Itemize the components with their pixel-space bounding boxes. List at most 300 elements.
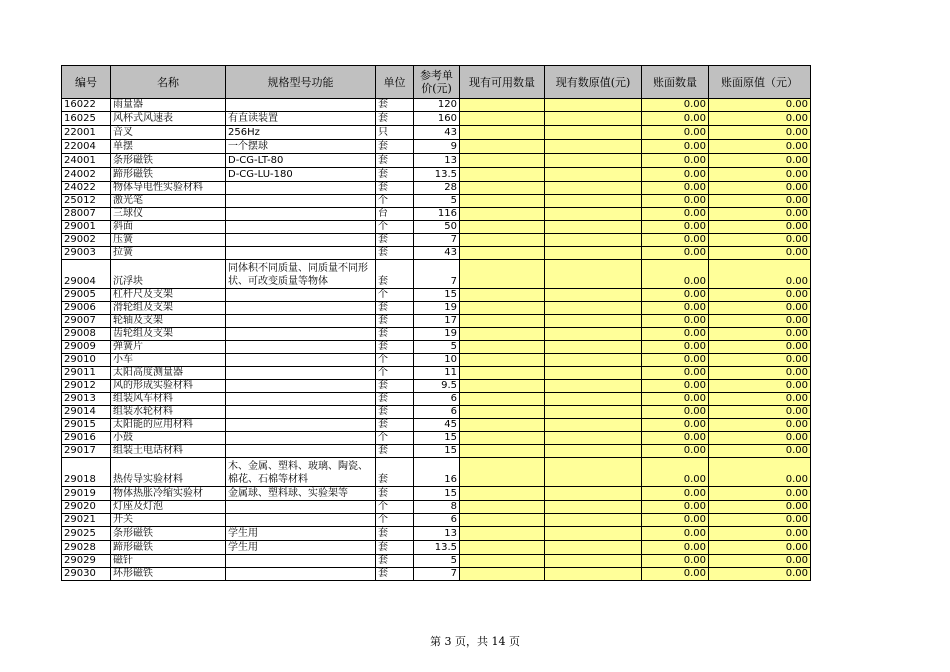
cell-unit: 套 xyxy=(376,419,414,432)
header-ref-price-line1: 参考单 xyxy=(420,69,453,82)
cell-original-value[interactable] xyxy=(545,514,642,527)
cell-name: 小鼓 xyxy=(111,432,226,445)
table-row xyxy=(62,126,811,140)
cell-ref-price: 160 xyxy=(414,112,460,126)
table-row xyxy=(62,541,811,555)
cell-code: 24022 xyxy=(62,182,111,195)
cell-name: 三球仪 xyxy=(111,208,226,221)
cell-spec: 木、金属、塑料、玻璃、陶瓷、棉花、石棉等材料 xyxy=(226,458,376,487)
cell-ref-price: 9.5 xyxy=(414,380,460,393)
cell-book-quantity[interactable]: 0.00 xyxy=(642,247,709,260)
header-book-quantity: 账面数量 xyxy=(642,66,709,99)
table-row xyxy=(62,112,811,126)
cell-book-value[interactable]: 0.00 xyxy=(709,126,811,140)
cell-spec xyxy=(226,406,376,419)
cell-book-value[interactable]: 0.00 xyxy=(709,432,811,445)
cell-available-quantity[interactable] xyxy=(460,195,545,208)
cell-book-quantity[interactable]: 0.00 xyxy=(642,393,709,406)
cell-unit: 套 xyxy=(376,168,414,182)
cell-ref-price: 16 xyxy=(414,458,460,487)
cell-name: 条形磁铁 xyxy=(111,527,226,541)
cell-book-quantity[interactable]: 0.00 xyxy=(642,458,709,487)
cell-book-quantity[interactable]: 0.00 xyxy=(642,568,709,581)
cell-ref-price: 15 xyxy=(414,289,460,302)
cell-original-value[interactable] xyxy=(545,208,642,221)
table-row xyxy=(62,445,811,458)
cell-unit: 套 xyxy=(376,182,414,195)
cell-spec: D-CG-LT-80 xyxy=(226,154,376,168)
cell-original-value[interactable] xyxy=(545,221,642,234)
cell-original-value[interactable] xyxy=(545,393,642,406)
cell-ref-price: 6 xyxy=(414,393,460,406)
cell-spec xyxy=(226,302,376,315)
cell-code: 16025 xyxy=(62,112,111,126)
cell-code: 29005 xyxy=(62,289,111,302)
cell-book-quantity[interactable]: 0.00 xyxy=(642,302,709,315)
cell-spec xyxy=(226,99,376,112)
cell-spec: D-CG-LU-180 xyxy=(226,168,376,182)
cell-spec: 一个摆球 xyxy=(226,140,376,154)
cell-book-value[interactable]: 0.00 xyxy=(709,419,811,432)
cell-available-quantity[interactable] xyxy=(460,406,545,419)
cell-original-value[interactable] xyxy=(545,302,642,315)
table-row xyxy=(62,208,811,221)
cell-unit: 套 xyxy=(376,406,414,419)
cell-book-value[interactable]: 0.00 xyxy=(709,555,811,568)
cell-name: 组装土电话材料 xyxy=(111,445,226,458)
cell-book-quantity[interactable]: 0.00 xyxy=(642,527,709,541)
cell-book-quantity[interactable]: 0.00 xyxy=(642,328,709,341)
cell-name: 物体热胀冷缩实验材 xyxy=(111,487,226,501)
cell-original-value[interactable] xyxy=(545,406,642,419)
cell-code: 29001 xyxy=(62,221,111,234)
cell-spec xyxy=(226,234,376,247)
cell-book-value[interactable]: 0.00 xyxy=(709,541,811,555)
cell-book-value[interactable]: 0.00 xyxy=(709,208,811,221)
cell-book-quantity[interactable]: 0.00 xyxy=(642,341,709,354)
cell-ref-price: 9 xyxy=(414,140,460,154)
table-row xyxy=(62,341,811,354)
cell-book-value[interactable]: 0.00 xyxy=(709,445,811,458)
cell-original-value[interactable] xyxy=(545,354,642,367)
cell-ref-price: 50 xyxy=(414,221,460,234)
cell-unit: 套 xyxy=(376,112,414,126)
cell-book-quantity[interactable]: 0.00 xyxy=(642,182,709,195)
cell-ref-price: 19 xyxy=(414,328,460,341)
cell-available-quantity[interactable] xyxy=(460,541,545,555)
cell-ref-price: 15 xyxy=(414,445,460,458)
cell-code: 29015 xyxy=(62,419,111,432)
cell-original-value[interactable] xyxy=(545,458,642,487)
cell-available-quantity[interactable] xyxy=(460,341,545,354)
cell-book-quantity[interactable]: 0.00 xyxy=(642,195,709,208)
header-spec: 规格型号功能 xyxy=(226,66,376,99)
cell-available-quantity[interactable] xyxy=(460,527,545,541)
table-row xyxy=(62,182,811,195)
cell-name: 组装风车材料 xyxy=(111,393,226,406)
cell-book-quantity[interactable]: 0.00 xyxy=(642,501,709,514)
cell-original-value[interactable] xyxy=(545,527,642,541)
cell-unit: 套 xyxy=(376,140,414,154)
cell-unit: 只 xyxy=(376,126,414,140)
cell-name: 物体导电性实验材料 xyxy=(111,182,226,195)
cell-book-quantity[interactable]: 0.00 xyxy=(642,380,709,393)
cell-unit: 个 xyxy=(376,289,414,302)
cell-spec xyxy=(226,555,376,568)
cell-book-quantity[interactable]: 0.00 xyxy=(642,541,709,555)
cell-ref-price: 120 xyxy=(414,99,460,112)
cell-book-value[interactable]: 0.00 xyxy=(709,99,811,112)
cell-unit: 套 xyxy=(376,315,414,328)
table-row xyxy=(62,501,811,514)
cell-name: 太阳高度测量器 xyxy=(111,367,226,380)
cell-available-quantity[interactable] xyxy=(460,568,545,581)
table-row xyxy=(62,234,811,247)
cell-available-quantity[interactable] xyxy=(460,367,545,380)
page-number-text: 第 3 页，共 14 页 xyxy=(430,635,520,648)
cell-name: 灯座及灯泡 xyxy=(111,501,226,514)
table-row xyxy=(62,432,811,445)
cell-ref-price: 116 xyxy=(414,208,460,221)
cell-name: 蹄形磁铁 xyxy=(111,168,226,182)
cell-book-value[interactable]: 0.00 xyxy=(709,514,811,527)
cell-code: 29002 xyxy=(62,234,111,247)
cell-book-quantity[interactable]: 0.00 xyxy=(642,221,709,234)
cell-book-quantity[interactable]: 0.00 xyxy=(642,315,709,328)
cell-book-value[interactable]: 0.00 xyxy=(709,458,811,487)
cell-ref-price: 15 xyxy=(414,432,460,445)
cell-original-value[interactable] xyxy=(545,367,642,380)
cell-book-value[interactable]: 0.00 xyxy=(709,354,811,367)
cell-code: 29018 xyxy=(62,458,111,487)
table-row xyxy=(62,514,811,527)
cell-available-quantity[interactable] xyxy=(460,140,545,154)
cell-book-quantity[interactable]: 0.00 xyxy=(642,234,709,247)
cell-book-quantity[interactable]: 0.00 xyxy=(642,514,709,527)
cell-original-value[interactable] xyxy=(545,380,642,393)
cell-original-value[interactable] xyxy=(545,501,642,514)
cell-ref-price: 8 xyxy=(414,501,460,514)
table-row xyxy=(62,247,811,260)
cell-book-quantity[interactable]: 0.00 xyxy=(642,406,709,419)
header-available-quantity: 现有可用数量 xyxy=(460,66,545,99)
header-original-value: 现有数原值(元) xyxy=(545,66,642,99)
cell-book-quantity[interactable]: 0.00 xyxy=(642,367,709,380)
cell-name: 雨量器 xyxy=(111,99,226,112)
cell-unit: 套 xyxy=(376,341,414,354)
cell-original-value[interactable] xyxy=(545,555,642,568)
cell-available-quantity[interactable] xyxy=(460,260,545,289)
cell-name: 音叉 xyxy=(111,126,226,140)
cell-available-quantity[interactable] xyxy=(460,380,545,393)
cell-book-value[interactable]: 0.00 xyxy=(709,260,811,289)
cell-book-quantity[interactable]: 0.00 xyxy=(642,432,709,445)
cell-original-value[interactable] xyxy=(545,289,642,302)
cell-unit: 个 xyxy=(376,501,414,514)
cell-book-value[interactable]: 0.00 xyxy=(709,341,811,354)
cell-code: 29029 xyxy=(62,555,111,568)
cell-original-value[interactable] xyxy=(545,247,642,260)
table-row xyxy=(62,221,811,234)
cell-ref-price: 7 xyxy=(414,234,460,247)
cell-unit: 套 xyxy=(376,487,414,501)
cell-name: 拉簧 xyxy=(111,247,226,260)
cell-code: 29017 xyxy=(62,445,111,458)
cell-original-value[interactable] xyxy=(545,315,642,328)
cell-ref-price: 15 xyxy=(414,487,460,501)
table-row xyxy=(62,154,811,168)
cell-original-value[interactable] xyxy=(545,568,642,581)
cell-book-value[interactable]: 0.00 xyxy=(709,302,811,315)
cell-spec xyxy=(226,419,376,432)
cell-code: 29014 xyxy=(62,406,111,419)
table-row xyxy=(62,289,811,302)
cell-code: 29003 xyxy=(62,247,111,260)
cell-original-value[interactable] xyxy=(545,168,642,182)
cell-book-quantity[interactable]: 0.00 xyxy=(642,487,709,501)
cell-available-quantity[interactable] xyxy=(460,154,545,168)
cell-unit: 个 xyxy=(376,367,414,380)
cell-unit: 套 xyxy=(376,328,414,341)
cell-original-value[interactable] xyxy=(545,341,642,354)
cell-name: 杠杆尺及支架 xyxy=(111,289,226,302)
table-row xyxy=(62,99,811,112)
table-row xyxy=(62,487,811,501)
cell-code: 22001 xyxy=(62,126,111,140)
cell-book-value[interactable]: 0.00 xyxy=(709,393,811,406)
cell-code: 25012 xyxy=(62,195,111,208)
table-row xyxy=(62,168,811,182)
cell-code: 29011 xyxy=(62,367,111,380)
table-row xyxy=(62,367,811,380)
cell-available-quantity[interactable] xyxy=(460,514,545,527)
cell-unit: 个 xyxy=(376,354,414,367)
cell-book-quantity[interactable]: 0.00 xyxy=(642,126,709,140)
cell-book-value[interactable]: 0.00 xyxy=(709,140,811,154)
cell-book-quantity[interactable]: 0.00 xyxy=(642,112,709,126)
cell-book-value[interactable]: 0.00 xyxy=(709,406,811,419)
cell-available-quantity[interactable] xyxy=(460,354,545,367)
cell-code: 29008 xyxy=(62,328,111,341)
cell-name: 激光笔 xyxy=(111,195,226,208)
cell-book-quantity[interactable]: 0.00 xyxy=(642,260,709,289)
cell-code: 29019 xyxy=(62,487,111,501)
cell-book-quantity[interactable]: 0.00 xyxy=(642,289,709,302)
cell-ref-price: 6 xyxy=(414,406,460,419)
cell-book-value[interactable]: 0.00 xyxy=(709,221,811,234)
cell-book-value[interactable]: 0.00 xyxy=(709,154,811,168)
cell-available-quantity[interactable] xyxy=(460,208,545,221)
cell-unit: 套 xyxy=(376,541,414,555)
inventory-sheet xyxy=(61,65,811,581)
cell-book-value[interactable]: 0.00 xyxy=(709,289,811,302)
header-book-value: 账面原值（元） xyxy=(709,66,811,99)
cell-unit: 套 xyxy=(376,154,414,168)
cell-spec xyxy=(226,432,376,445)
cell-name: 滑轮组及支架 xyxy=(111,302,226,315)
cell-available-quantity[interactable] xyxy=(460,487,545,501)
inventory-table xyxy=(61,65,811,581)
cell-name: 齿轮组及支架 xyxy=(111,328,226,341)
cell-available-quantity[interactable] xyxy=(460,221,545,234)
cell-ref-price: 10 xyxy=(414,354,460,367)
cell-ref-price: 43 xyxy=(414,126,460,140)
cell-spec xyxy=(226,354,376,367)
cell-original-value[interactable] xyxy=(545,112,642,126)
cell-original-value[interactable] xyxy=(545,154,642,168)
cell-available-quantity[interactable] xyxy=(460,247,545,260)
cell-original-value[interactable] xyxy=(545,99,642,112)
cell-name: 沉浮块 xyxy=(111,260,226,289)
cell-book-value[interactable]: 0.00 xyxy=(709,380,811,393)
cell-book-value[interactable]: 0.00 xyxy=(709,367,811,380)
cell-original-value[interactable] xyxy=(545,328,642,341)
cell-spec xyxy=(226,221,376,234)
cell-unit: 套 xyxy=(376,260,414,289)
cell-unit: 个 xyxy=(376,195,414,208)
cell-book-value[interactable]: 0.00 xyxy=(709,247,811,260)
cell-original-value[interactable] xyxy=(545,234,642,247)
cell-available-quantity[interactable] xyxy=(460,555,545,568)
cell-ref-price: 5 xyxy=(414,555,460,568)
cell-code: 29013 xyxy=(62,393,111,406)
cell-ref-price: 5 xyxy=(414,195,460,208)
cell-book-quantity[interactable]: 0.00 xyxy=(642,140,709,154)
cell-ref-price: 13.5 xyxy=(414,168,460,182)
cell-spec: 同体积不同质量、同质量不同形状、可改变质量等物体 xyxy=(226,260,376,289)
cell-available-quantity[interactable] xyxy=(460,501,545,514)
cell-original-value[interactable] xyxy=(545,182,642,195)
cell-original-value[interactable] xyxy=(545,432,642,445)
cell-name: 条形磁铁 xyxy=(111,154,226,168)
cell-ref-price: 6 xyxy=(414,514,460,527)
cell-book-quantity[interactable]: 0.00 xyxy=(642,445,709,458)
cell-name: 风杯式风速表 xyxy=(111,112,226,126)
cell-book-value[interactable]: 0.00 xyxy=(709,195,811,208)
cell-ref-price: 5 xyxy=(414,341,460,354)
cell-book-value[interactable]: 0.00 xyxy=(709,328,811,341)
cell-spec xyxy=(226,367,376,380)
table-row xyxy=(62,315,811,328)
cell-book-value[interactable]: 0.00 xyxy=(709,487,811,501)
cell-spec xyxy=(226,195,376,208)
cell-ref-price: 19 xyxy=(414,302,460,315)
cell-ref-price: 17 xyxy=(414,315,460,328)
cell-book-value[interactable]: 0.00 xyxy=(709,168,811,182)
cell-unit: 套 xyxy=(376,555,414,568)
cell-ref-price: 13 xyxy=(414,154,460,168)
cell-code: 29010 xyxy=(62,354,111,367)
cell-book-quantity[interactable]: 0.00 xyxy=(642,354,709,367)
cell-available-quantity[interactable] xyxy=(460,126,545,140)
table-row xyxy=(62,393,811,406)
cell-code: 29009 xyxy=(62,341,111,354)
cell-code: 29020 xyxy=(62,501,111,514)
cell-ref-price: 43 xyxy=(414,247,460,260)
cell-book-quantity[interactable]: 0.00 xyxy=(642,168,709,182)
cell-book-value[interactable]: 0.00 xyxy=(709,501,811,514)
cell-available-quantity[interactable] xyxy=(460,289,545,302)
table-row xyxy=(62,380,811,393)
table-row xyxy=(62,302,811,315)
cell-available-quantity[interactable] xyxy=(460,432,545,445)
cell-book-quantity[interactable]: 0.00 xyxy=(642,555,709,568)
cell-code: 29028 xyxy=(62,541,111,555)
cell-original-value[interactable] xyxy=(545,140,642,154)
cell-spec xyxy=(226,501,376,514)
cell-unit: 套 xyxy=(376,99,414,112)
cell-name: 风的形成实验材料 xyxy=(111,380,226,393)
cell-original-value[interactable] xyxy=(545,260,642,289)
cell-book-value[interactable]: 0.00 xyxy=(709,112,811,126)
cell-book-value[interactable]: 0.00 xyxy=(709,315,811,328)
cell-original-value[interactable] xyxy=(545,487,642,501)
cell-original-value[interactable] xyxy=(545,419,642,432)
cell-available-quantity[interactable] xyxy=(460,315,545,328)
cell-code: 29021 xyxy=(62,514,111,527)
cell-available-quantity[interactable] xyxy=(460,99,545,112)
table-body xyxy=(62,99,811,581)
cell-book-value[interactable]: 0.00 xyxy=(709,527,811,541)
table-row xyxy=(62,406,811,419)
cell-original-value[interactable] xyxy=(545,195,642,208)
cell-spec xyxy=(226,315,376,328)
cell-name: 斜面 xyxy=(111,221,226,234)
table-row xyxy=(62,568,811,581)
cell-ref-price: 45 xyxy=(414,419,460,432)
cell-book-value[interactable]: 0.00 xyxy=(709,234,811,247)
cell-available-quantity[interactable] xyxy=(460,419,545,432)
cell-book-value[interactable]: 0.00 xyxy=(709,568,811,581)
cell-book-value[interactable]: 0.00 xyxy=(709,182,811,195)
cell-unit: 套 xyxy=(376,568,414,581)
cell-spec: 金属球、塑料球、实验架等 xyxy=(226,487,376,501)
cell-available-quantity[interactable] xyxy=(460,393,545,406)
header-ref-price-line2: 价(元) xyxy=(421,82,452,95)
cell-original-value[interactable] xyxy=(545,126,642,140)
cell-spec xyxy=(226,445,376,458)
table-row xyxy=(62,419,811,432)
cell-original-value[interactable] xyxy=(545,541,642,555)
cell-spec: 有直读装置 xyxy=(226,112,376,126)
cell-original-value[interactable] xyxy=(545,445,642,458)
cell-name: 太阳能的应用材料 xyxy=(111,419,226,432)
cell-book-quantity[interactable]: 0.00 xyxy=(642,154,709,168)
cell-code: 28007 xyxy=(62,208,111,221)
cell-available-quantity[interactable] xyxy=(460,328,545,341)
cell-available-quantity[interactable] xyxy=(460,458,545,487)
cell-available-quantity[interactable] xyxy=(460,234,545,247)
cell-book-quantity[interactable]: 0.00 xyxy=(642,419,709,432)
cell-spec: 学生用 xyxy=(226,541,376,555)
cell-name: 开关 xyxy=(111,514,226,527)
cell-code: 29030 xyxy=(62,568,111,581)
cell-unit: 套 xyxy=(376,302,414,315)
cell-name: 环形磁铁 xyxy=(111,568,226,581)
cell-available-quantity[interactable] xyxy=(460,302,545,315)
cell-available-quantity[interactable] xyxy=(460,182,545,195)
cell-available-quantity[interactable] xyxy=(460,168,545,182)
cell-ref-price: 11 xyxy=(414,367,460,380)
cell-spec xyxy=(226,328,376,341)
cell-book-quantity[interactable]: 0.00 xyxy=(642,208,709,221)
cell-book-quantity[interactable]: 0.00 xyxy=(642,99,709,112)
cell-spec xyxy=(226,341,376,354)
header-name: 名称 xyxy=(111,66,226,99)
cell-available-quantity[interactable] xyxy=(460,445,545,458)
cell-available-quantity[interactable] xyxy=(460,112,545,126)
cell-unit: 台 xyxy=(376,208,414,221)
